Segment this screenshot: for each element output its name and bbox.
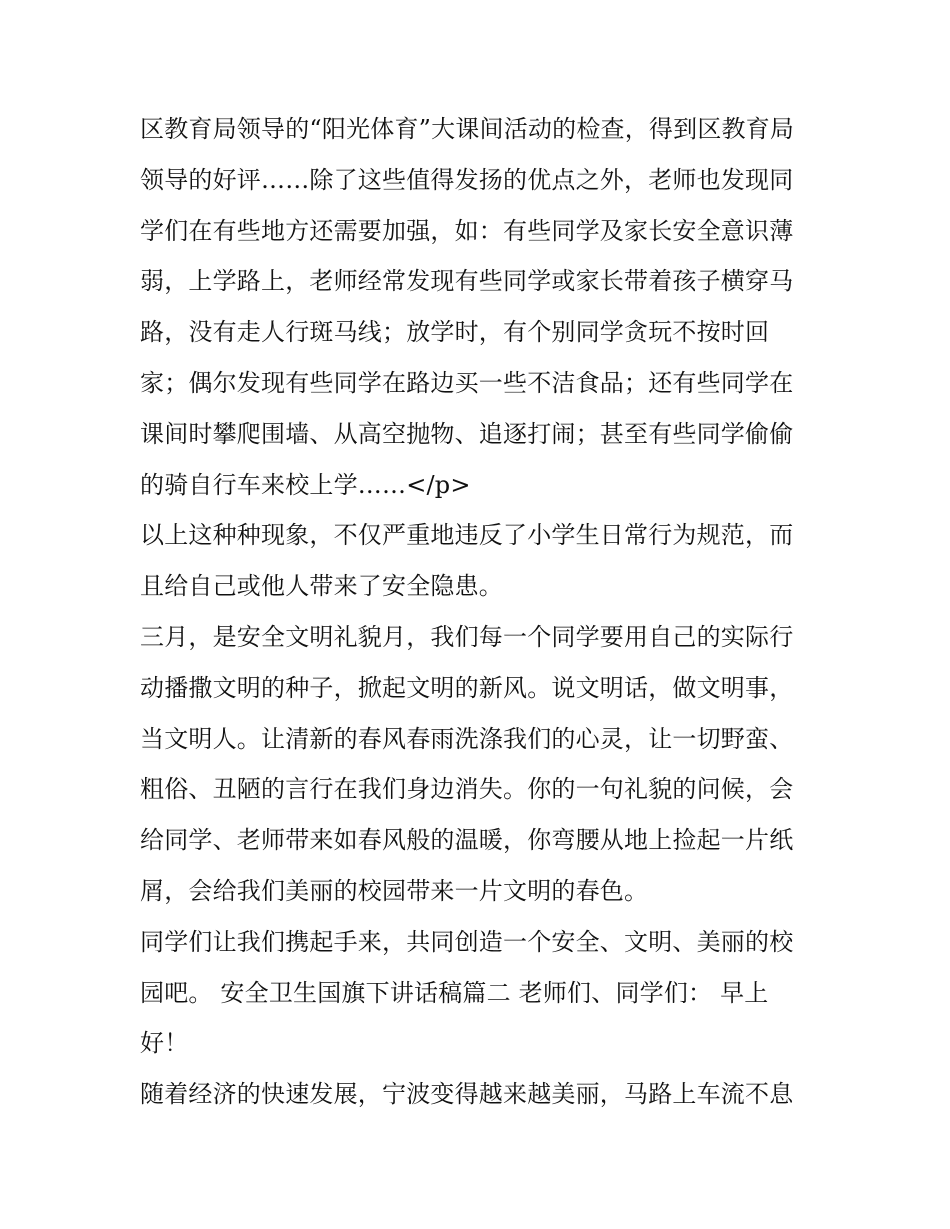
text-line: 园吧。 安全卫生国旗下讲话稿篇二 老师们、同学们： 早上	[140, 978, 769, 1007]
text-line: 动播撒文明的种子，掀起文明的新风。说文明话，做文明事，	[140, 673, 794, 702]
text-line: 三月，是安全文明礼貌月，我们每一个同学要用自己的实际行	[140, 622, 794, 651]
text-line: 同学们让我们携起手来，共同创造一个安全、文明、美丽的校	[140, 927, 794, 956]
text-line: 好！	[140, 1029, 189, 1058]
text-line: 课间时攀爬围墙、从高空抛物、追逐打闹；甚至有些同学偷偷	[140, 419, 794, 448]
text-line: 给同学、老师带来如春风般的温暖，你弯腰从地上捡起一片纸	[140, 826, 794, 855]
text-line: 且给自己或他人带来了安全隐患。	[140, 572, 503, 601]
text-line: 屑，会给我们美丽的校园带来一片文明的春色。	[140, 876, 649, 905]
text-line: 弱，上学路上，老师经常发现有些同学或家长带着孩子横穿马	[140, 267, 794, 296]
text-line: 以上这种种现象，不仅严重地违反了小学生日常行为规范，而	[140, 521, 794, 550]
text-line: 粗俗、丑陋的言行在我们身边消失。你的一句礼貌的问候，会	[140, 775, 794, 804]
text-line: 随着经济的快速发展，宁波变得越来越美丽，马路上车流不息	[140, 1080, 794, 1109]
text-line: 家；偶尔发现有些同学在路边买一些不洁食品；还有些同学在	[140, 368, 794, 397]
text-line: 学们在有些地方还需要加强，如：有些同学及家长安全意识薄	[140, 216, 794, 245]
text-line: 区教育局领导的“阳光体育”大课间活动的检查，得到区教育局	[140, 115, 795, 143]
text-line: 当文明人。让清新的春风春雨洗涤我们的心灵，让一切野蛮、	[140, 724, 794, 753]
document-body	[140, 104, 820, 1120]
text-line: 路，没有走人行斑马线；放学时，有个别同学贪玩不按时回	[140, 318, 770, 347]
text-line: 领导的好评……除了这些值得发扬的优点之外，老师也发现同	[140, 165, 794, 194]
text-line: 的骑自行车来校上学……</p>	[140, 470, 471, 499]
